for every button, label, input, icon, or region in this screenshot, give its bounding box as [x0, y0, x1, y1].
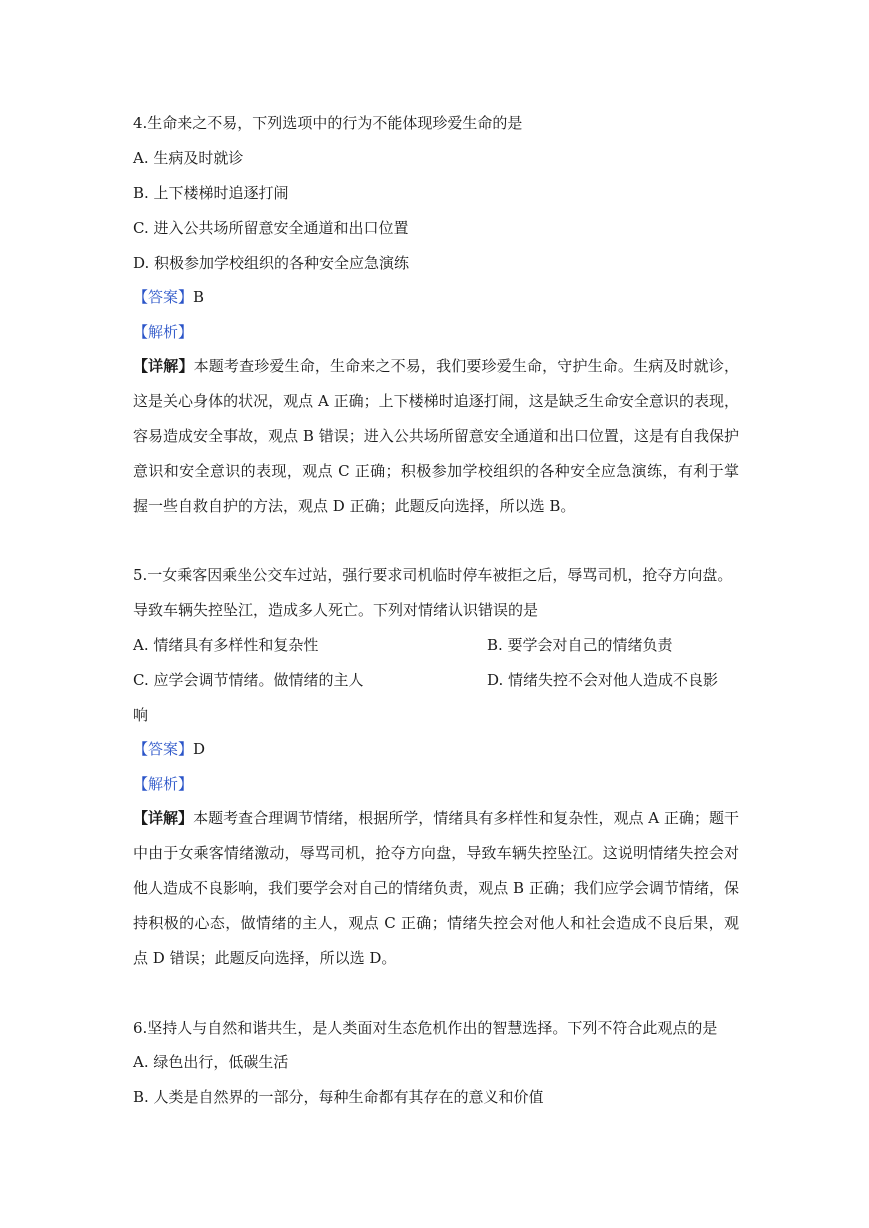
- question-5-detail: [133, 801, 739, 976]
- question-5-answer: [133, 739, 205, 759]
- question-4-detail: [133, 349, 739, 524]
- question-4-option-a: A. 生病及时就诊: [133, 149, 244, 167]
- question-5-option-c: C. 应学会调节情绪。做情绪的主人: [133, 671, 364, 689]
- question-4-option-c: C. 进入公共场所留意安全通道和出口位置: [133, 219, 409, 237]
- answer-value: B: [193, 288, 205, 306]
- answer-value: D: [193, 740, 206, 758]
- question-4-stem: 4.生命来之不易，下列选项中的行为不能体现珍爱生命的是: [133, 114, 523, 132]
- question-5-option-d-continued: 响: [133, 706, 149, 724]
- detail-label: 【详解】: [133, 357, 194, 375]
- question-5-analysis-label: 【解析】: [133, 775, 194, 793]
- question-5-option-b: B. 要学会对自己的情绪负责: [487, 636, 673, 654]
- question-5-option-a: A. 情绪具有多样性和复杂性: [133, 636, 319, 654]
- detail-text: 本题考查合理调节情绪，根据所学，情绪具有多样性和复杂性，观点 A 正确；题干中由于女乘客情绪激动，辱骂司机，抢夺方向盘，导致车辆失控坠江。这说明情绪失控会对他人造成不良影响，我们要学会对自己的情绪负责，观点 B 正确；我们应学会调节情绪，保持积极的心态，做情绪的主人，观点 C 正确；情绪失控会对他人和社会造成不良后果，观点 D 错误；此题反向选择，所以选 D。: [133, 809, 739, 967]
- detail-label: 【详解】: [133, 809, 194, 827]
- question-6-stem: 6.坚持人与自然和谐共生，是人类面对生态危机作出的智慧选择。下列不符合此观点的是: [133, 1019, 718, 1037]
- question-5-option-d: D. 情绪失控不会对他人造成不良影: [487, 671, 719, 689]
- question-4-option-d: D. 积极参加学校组织的各种安全应急演练: [133, 254, 410, 272]
- answer-label: 【答案】: [133, 740, 194, 758]
- question-4-analysis-label: 【解析】: [133, 323, 194, 341]
- answer-label: 【答案】: [133, 288, 194, 306]
- question-4-answer: [133, 287, 204, 307]
- question-5-stem-line-2: 导致车辆失控坠江，造成多人死亡。下列对情绪认识错误的是: [133, 601, 539, 619]
- question-6-option-a: A. 绿色出行，低碳生活: [133, 1053, 289, 1071]
- question-4-option-b: B. 上下楼梯时追逐打闹: [133, 184, 289, 202]
- question-6-option-b: B. 人类是自然界的一部分，每种生命都有其存在的意义和价值: [133, 1088, 544, 1106]
- question-5-stem-line-1: 5.一女乘客因乘坐公交车过站，强行要求司机临时停车被拒之后，辱骂司机，抢夺方向盘。: [133, 566, 733, 584]
- detail-text: 本题考查珍爱生命，生命来之不易，我们要珍爱生命，守护生命。生病及时就诊，这是关心身体的状况，观点 A 正确；上下楼梯时追逐打闹，这是缺乏生命安全意识的表现，容易造成安全事故，观点 B 错误；进入公共场所留意安全通道和出口位置，这是有自我保护意识和安全意识的表现，观点 C 正确；积极参加学校组织的各种安全应急演练，有利于掌握一些自救自护的方法，观点 D 正确；此题反向选择，所以选 B。: [133, 357, 739, 515]
